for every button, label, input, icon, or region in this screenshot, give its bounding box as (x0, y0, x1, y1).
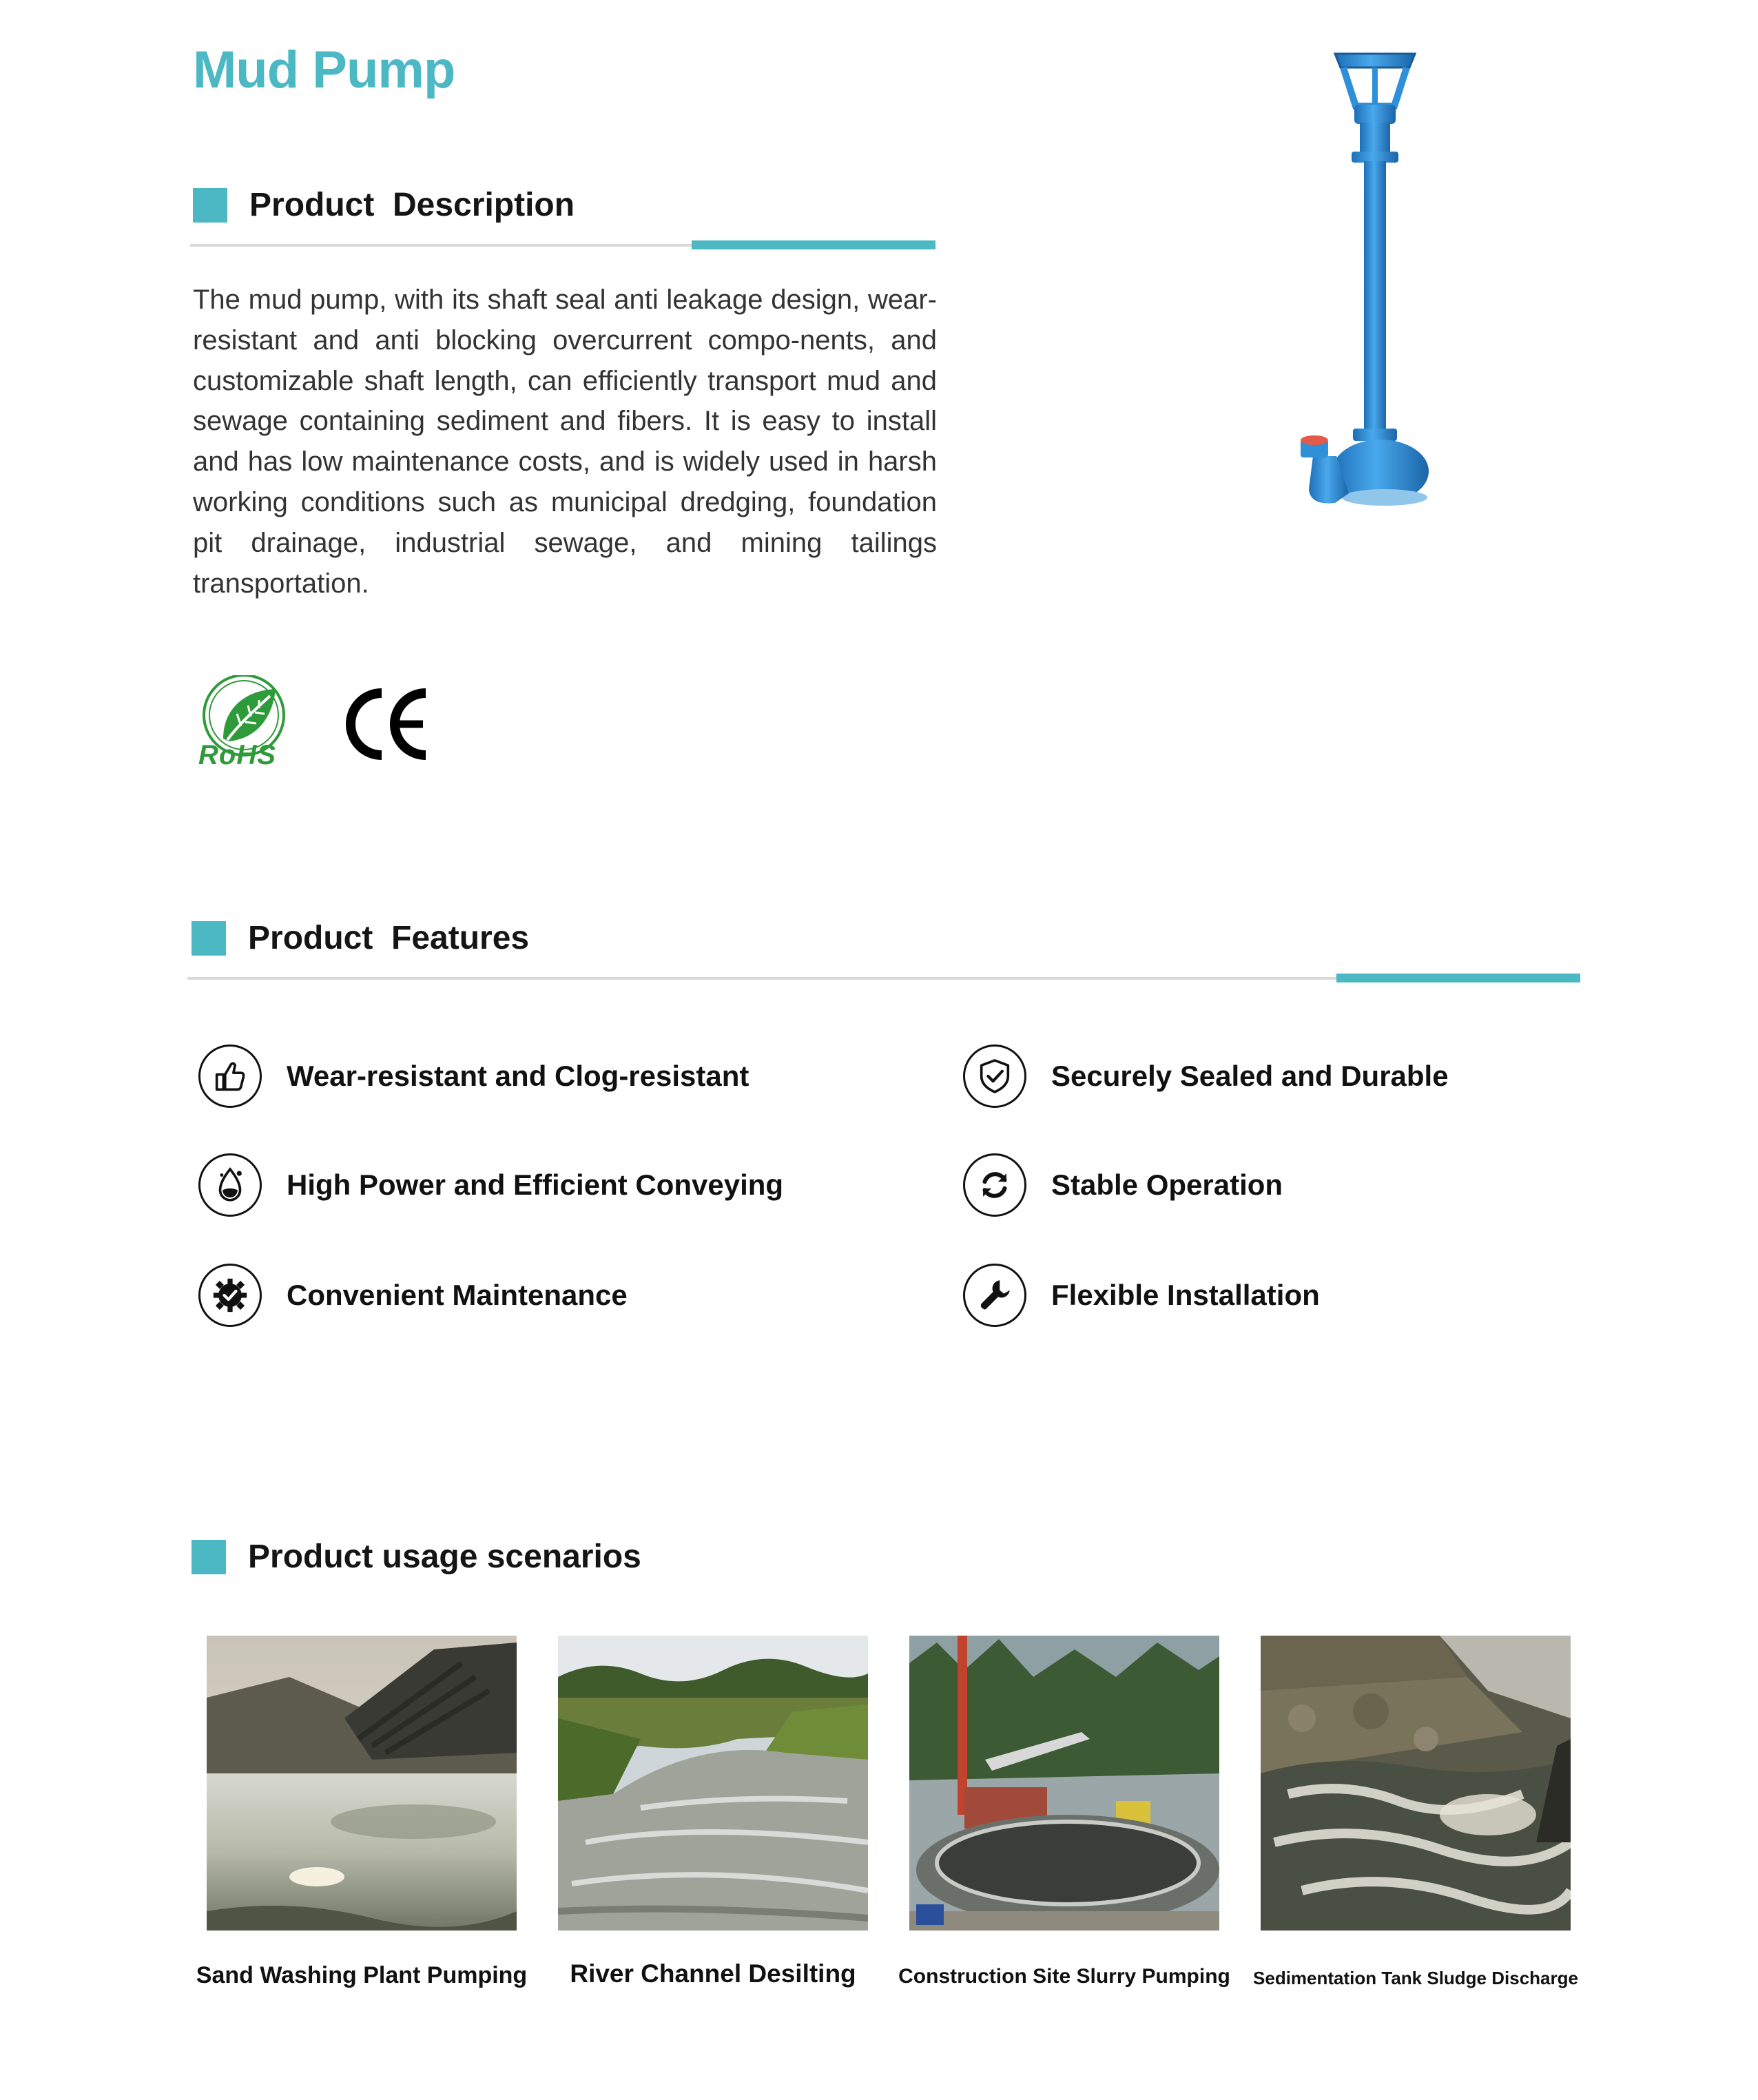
features-divider-accent (1336, 974, 1580, 982)
description-divider-accent (692, 240, 935, 249)
heading-marker (192, 921, 226, 956)
scenario-caption: Sedimentation Tank Sludge Discharge (1253, 1968, 1578, 1988)
feature-item (963, 1044, 1449, 1108)
rohs-label: RoHS (198, 740, 276, 770)
feature-label: Stable Operation (1051, 1169, 1283, 1201)
ce-mark (342, 686, 428, 762)
features-divider (187, 977, 1580, 980)
feature-label: Wear-resistant and Clog-resistant (287, 1060, 749, 1092)
rohs-logo (196, 675, 298, 772)
feature-label: High Power and Efficient Conveying (287, 1169, 784, 1201)
feature-label: Convenient Maintenance (287, 1279, 628, 1311)
description-heading (193, 186, 575, 224)
sand-washing-plant-photo (207, 1636, 517, 1931)
scenario-caption: River Channel Desilting (570, 1959, 856, 1988)
page-title: Mud Pump (193, 41, 455, 99)
feature-item (963, 1264, 1320, 1327)
thumbs-up-icon (198, 1044, 262, 1108)
sedimentation-tank-photo (1261, 1636, 1571, 1931)
feature-label: Securely Sealed and Durable (1051, 1060, 1449, 1092)
scenarios-heading (192, 1538, 641, 1576)
ce-mark-icon (342, 686, 428, 762)
construction-site-photo (909, 1636, 1219, 1931)
river-channel-photo (558, 1636, 868, 1931)
water-drop-icon (198, 1153, 262, 1217)
scenarios-heading-text: Product usage scenarios (248, 1538, 641, 1575)
feature-item (198, 1264, 628, 1327)
wrench-icon (963, 1264, 1026, 1327)
scenario-caption: Sand Washing Plant Pumping (196, 1962, 528, 1988)
feature-label: Flexible Installation (1051, 1279, 1320, 1311)
heading-marker (193, 188, 227, 223)
mud-pump-image (1280, 43, 1459, 511)
refresh-icon (963, 1153, 1026, 1217)
features-heading (192, 919, 529, 957)
description-heading-text: Product Description (249, 187, 575, 223)
gear-check-icon (198, 1264, 262, 1327)
heading-marker (192, 1540, 226, 1574)
description-text: The mud pump, with its shaft seal anti leakage design, wear-resistant and anti blocking overcurrent compo-nents, and customizable shaft length, can efficiently transport mud and sewage containing sediment and fibers. It is easy to install and has low maintenance costs, and is widely used in harsh working conditions such as municipal dredging, foundation pit drainage, industrial sewage, and mining tailings transportation. (193, 285, 937, 599)
feature-item (963, 1153, 1283, 1217)
shield-check-icon (963, 1044, 1026, 1108)
description-divider (190, 244, 935, 247)
features-heading-text: Product Features (248, 920, 530, 956)
feature-item (198, 1044, 749, 1108)
feature-item (198, 1153, 783, 1217)
scenario-caption: Construction Site Slurry Pumping (898, 1965, 1230, 1988)
